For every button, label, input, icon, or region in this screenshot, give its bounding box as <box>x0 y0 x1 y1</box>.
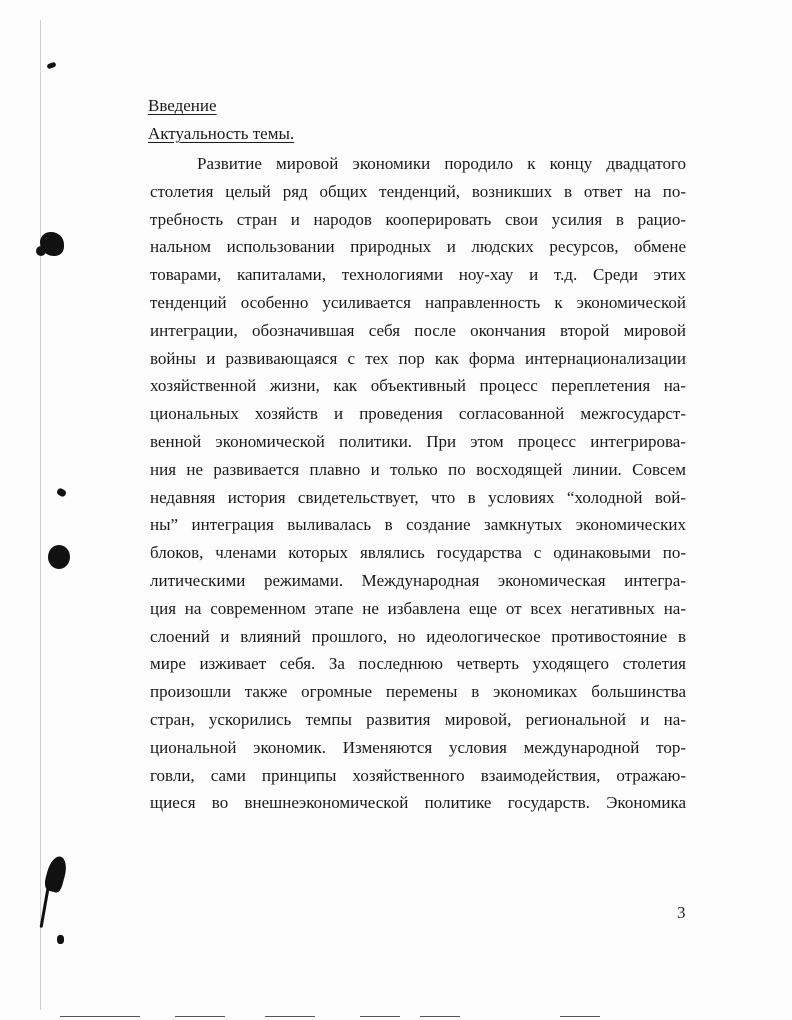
paragraph-line: ния не развивается плавно и только по восходящей линии. Совсем <box>150 459 686 479</box>
paragraph-line: венной экономической политики. При этом процесс интегрирова- <box>150 431 686 451</box>
scan-speck <box>46 62 56 70</box>
scan-speck <box>56 487 67 498</box>
paragraph-line: нальном использовании природных и людских ресурсов, обмене <box>150 237 686 257</box>
scan-bottom-edge <box>360 1016 400 1017</box>
scan-bottom-edge <box>265 1016 315 1017</box>
paragraph-line: недавняя история свидетельствует, что в условиях “холодной вой- <box>150 487 686 507</box>
paragraph-line: слоений и влияний прошлого, но идеологическое противостояние в <box>150 626 686 646</box>
paragraph-line: произошли также огромные перемены в экономиках большинства <box>150 682 686 702</box>
scan-bottom-edge <box>420 1016 460 1017</box>
paragraph-line: интеграции, обозначившая себя после окончания второй мировой <box>150 320 686 340</box>
scan-streak <box>40 888 50 928</box>
scan-bottom-edge <box>175 1016 225 1017</box>
paragraph-line: товарами, капиталами, технологиями ноу-хау и т.д. Среди этих <box>150 265 686 285</box>
paragraph-line: мире изживает себя. За последнюю четверть уходящего столетия <box>150 654 686 674</box>
scan-speck <box>57 935 64 944</box>
paragraph-line: говли, сами принципы хозяйственного взаимодействия, отражаю- <box>150 765 686 785</box>
scan-blot <box>36 246 46 256</box>
paragraph-line: щиеся во внешнеэкономической политике государств. Экономика <box>150 793 686 813</box>
paragraph-line: циональных хозяйств и проведения согласованной межгосударст- <box>150 404 686 424</box>
paragraph-line: блоков, членами которых являлись государства с одинаковыми по- <box>150 543 686 563</box>
paragraph-line: ция на современном этапе не избавлена еще от всех негативных на- <box>150 598 686 618</box>
subsection-heading-relevance: Актуальность темы. <box>148 124 295 143</box>
paragraph-line: хозяйственной жизни, как объективный процесс переплетения на- <box>150 376 686 396</box>
paragraph-line: циональной экономик. Изменяются условия международной тор- <box>150 737 686 757</box>
scan-bottom-edge <box>560 1016 600 1017</box>
punch-hole-mark <box>48 545 70 569</box>
paragraph-line: требность стран и народов кооперировать свои усилия в рацио- <box>150 209 686 229</box>
paragraph-line: стран, ускорились темпы развития мировой, региональной и на- <box>150 709 686 729</box>
paragraph-line: литическими режимами. Международная экономическая интегра- <box>150 570 686 590</box>
paragraph-line: войны и развивающаяся с тех пор как форма интернационализации <box>150 348 686 368</box>
paragraph-line: тенденций особенно усиливается направленность к экономической <box>150 292 686 312</box>
paragraph-line: Развитие мировой экономики породило к концу двадцатого <box>197 154 686 173</box>
scan-edge-line <box>40 20 41 1010</box>
paragraph-line: ны” интеграция выливалась в создание замкнутых экономических <box>150 515 686 535</box>
scan-bottom-edge <box>60 1016 140 1017</box>
paragraph-line: столетия целый ряд общих тенденций, возникших в ответ на по- <box>150 181 686 201</box>
section-heading-introduction: Введение <box>148 96 217 115</box>
body-paragraph <box>150 150 686 817</box>
page-number: 3 <box>677 903 686 922</box>
